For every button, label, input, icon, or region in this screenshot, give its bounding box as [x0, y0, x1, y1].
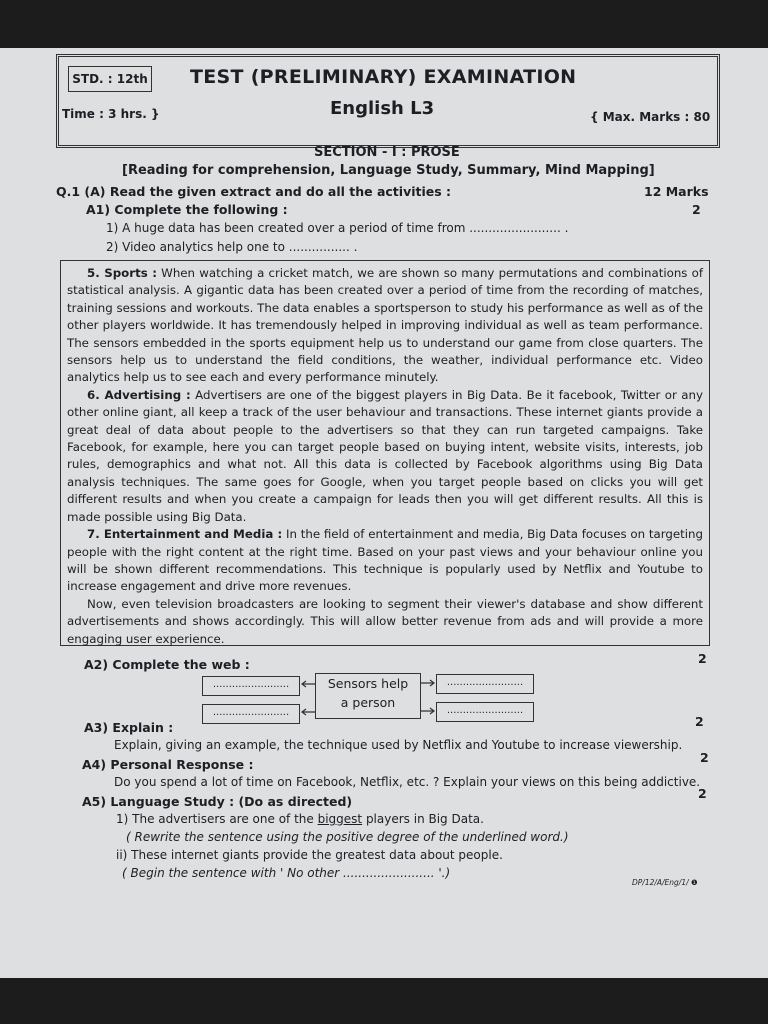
a5-item-1-text: 1) The advertisers are one of the — [116, 812, 318, 826]
paragraph-advertising — [67, 387, 703, 526]
a5-marks: 2 — [698, 786, 707, 801]
exam-title: TEST (PRELIMINARY) EXAMINATION — [190, 66, 577, 88]
time-label: Time : 3 hrs. } — [62, 107, 160, 121]
a5-item-2-instruction: ( Begin the sentence with ' No other ........................ '.) — [122, 866, 451, 880]
web-blank-bottom-left: ........................ — [202, 704, 300, 724]
page-code: DP/12/A/Eng/1/ ❶ — [632, 878, 698, 887]
a3-text: Explain, giving an example, the technique used by Netflix and Youtube to increase viewership. — [114, 738, 683, 752]
a3-marks: 2 — [695, 714, 704, 729]
subject-title: English L3 — [330, 98, 435, 119]
paragraph-broadcasters: Now, even television broadcasters are looking to segment their viewer's database and show different advertisements and shows accordingly. This will allow better revenue from ads and will provide a more engaging user experience. — [67, 596, 703, 646]
q1-marks: 12 Marks — [644, 184, 709, 199]
paragraph-heading: 5. Sports : — [87, 266, 157, 280]
paragraph-sports — [67, 265, 703, 387]
arrow-top-left — [302, 681, 315, 687]
q1-label: Q.1 (A) Read the given extract and do all the activities : — [56, 184, 452, 199]
underlined-word: biggest — [317, 812, 363, 826]
a1-item-1: 1) A huge data has been created over a period of time from ........................ . — [106, 221, 569, 235]
reading-passage — [60, 260, 710, 646]
a2-marks: 2 — [698, 651, 707, 666]
arrow-bottom-right — [420, 708, 434, 714]
paragraph-text: Advertisers are one of the biggest players in Big Data. Be it facebook, Twitter or any other online giant, all keep a track of the user behaviour and transactions. These internet giants provide a great deal of data about people to the advertisers so that they can run targeted campaigns. Take Facebook, for example, here you can target people based on buying intent, website visits, interests, job rules, demographics and what not. All this data is collected by Facebook algorithms using Big Data analysis techniques. The same goes for Google, when you target people based on clicks you will get different results and when you create a campaign for leads then you will get different results. All this is made possible using Big Data. — [67, 387, 703, 524]
arrow-bottom-left — [302, 709, 315, 715]
paragraph-text: When watching a cricket match, we are shown so many permutations and combinations of statistical analysis. A gigantic data has been created over a period of time from the recording of matches, training sessions and workouts. The data enables a sportsperson to study his performance as well as of the other players worldwide. It has tremendously helped in improving individual as well as team performance. The sensors embedded in the sports equipment help us to understand our game from close quarters. The sensors help us to understand the field conditions, the weather, individual performance etc. Video analytics help us to see each and every performance minutely. — [67, 266, 703, 385]
std-label: STD. : 12th — [68, 66, 152, 92]
a1-marks: 2 — [692, 202, 701, 217]
a3-label: A3) Explain : — [84, 720, 174, 735]
a2-label: A2) Complete the web : — [84, 657, 250, 672]
a5-label: A5) Language Study : (Do as directed) — [82, 794, 353, 809]
a4-label: A4) Personal Response : — [82, 757, 254, 772]
a1-item-2: 2) Video analytics help one to ................ . — [106, 240, 358, 254]
paragraph-entertainment — [67, 526, 703, 596]
a5-item-1-text-end: players in Big Data. — [362, 812, 484, 826]
paragraph-heading: 6. Advertising : — [87, 387, 191, 402]
web-center-line-1: Sensors help — [327, 676, 409, 691]
web-center-line-2: a person — [340, 695, 396, 710]
section-subtitle: [Reading for comprehension, Language Study, Summary, Mind Mapping] — [122, 163, 655, 178]
web-blank-top-right: ........................ — [436, 674, 534, 694]
section-heading: SECTION - I : PROSE — [314, 145, 460, 160]
web-arrows — [298, 678, 438, 722]
a4-text: Do you spend a lot of time on Facebook, Netflix, etc. ? Explain your views on this being addictive. — [114, 775, 701, 789]
paragraph-text: In the field of entertainment and media, Big Data focuses on targeting people with the right content at the right time. Based on your past views and your behaviour online you will be shown different recommendations. This technique is popularly used by Netflix and Youtube to increase engagement and drive more revenues. — [67, 527, 703, 594]
a1-label: A1) Complete the following : — [86, 202, 288, 217]
web-blank-top-left: ........................ — [202, 676, 300, 696]
web-blank-bottom-right: ........................ — [436, 702, 534, 722]
max-marks-label: { Max. Marks : 80 — [590, 110, 711, 124]
paragraph-heading: 7. Entertainment and Media : — [87, 527, 283, 542]
a5-item-1 — [116, 812, 484, 826]
a5-item-2: ii) These internet giants provide the greatest data about people. — [116, 848, 503, 862]
a4-marks: 2 — [700, 750, 709, 765]
arrow-top-right — [420, 680, 434, 686]
a5-item-1-instruction: ( Rewrite the sentence using the positive degree of the underlined word.) — [126, 830, 569, 844]
